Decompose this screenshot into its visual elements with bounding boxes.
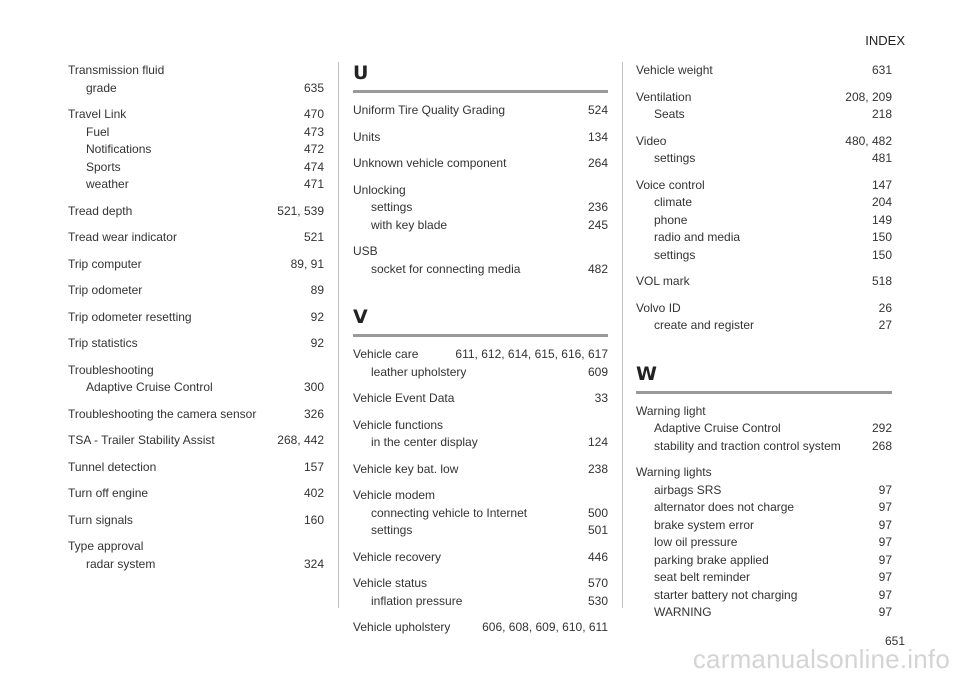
index-main-row <box>353 417 608 435</box>
index-sub-row <box>353 434 608 452</box>
index-entry <box>353 129 608 147</box>
page-reference: 292 <box>871 421 892 435</box>
page-header: INDEX <box>865 33 905 48</box>
page-reference: 268, 442 <box>277 433 324 447</box>
index-entry <box>636 273 892 291</box>
letter-heading-rule <box>353 334 608 337</box>
index-term: stability and traction control system <box>654 438 841 453</box>
index-entry <box>353 575 608 610</box>
index-entry <box>68 62 324 97</box>
index-main-row <box>636 133 892 151</box>
index-term: Type approval <box>68 539 144 553</box>
index-term: leather upholstery <box>371 364 467 379</box>
index-entry <box>68 229 324 247</box>
index-main-row <box>68 485 324 503</box>
page-reference: 92 <box>310 336 324 350</box>
page-reference: 97 <box>878 517 892 532</box>
index-term: Unlocking <box>353 182 406 197</box>
index-main-row <box>68 538 324 556</box>
index-sub-row <box>636 317 892 335</box>
page-reference: 26 <box>878 300 892 315</box>
page-reference: 218 <box>871 107 892 121</box>
index-sub-row <box>636 604 892 622</box>
page-reference: 245 <box>587 217 608 232</box>
index-sub-row <box>636 482 892 500</box>
index-term: USB <box>353 244 378 258</box>
index-entry <box>353 243 608 278</box>
index-entry <box>68 106 324 194</box>
index-main-row <box>68 229 324 247</box>
index-term: Turn off engine <box>68 486 149 500</box>
index-main-row <box>68 106 324 124</box>
index-entry <box>636 403 892 456</box>
index-entry <box>68 459 324 477</box>
page-reference: 472 <box>303 142 324 156</box>
index-term: Uniform Tire Quality Grading <box>353 103 506 117</box>
index-main-row <box>353 102 608 120</box>
index-main-row <box>353 155 608 173</box>
page-reference: 97 <box>878 482 892 497</box>
index-main-row <box>68 203 324 221</box>
index-term: Vehicle functions <box>353 417 444 432</box>
index-sub-row <box>636 438 892 456</box>
index-entry <box>636 177 892 265</box>
index-term: grade <box>86 80 117 95</box>
page-reference: 481 <box>871 151 892 165</box>
index-entry <box>68 335 324 353</box>
index-entry <box>636 62 892 80</box>
index-term: radar system <box>86 556 156 571</box>
page-reference: 33 <box>594 391 608 405</box>
index-sub-row <box>353 505 608 523</box>
index-sub-row <box>68 159 324 177</box>
page-reference: 524 <box>587 103 608 117</box>
index-term: Trip statistics <box>68 336 138 350</box>
index-term: Tunnel detection <box>68 459 157 474</box>
index-entry <box>636 133 892 168</box>
index-term: inflation pressure <box>371 593 463 608</box>
index-sub-row <box>636 587 892 605</box>
page-reference: 500 <box>587 505 608 520</box>
index-main-row <box>353 619 608 637</box>
page-reference: 157 <box>303 459 324 474</box>
page-reference: 326 <box>303 406 324 421</box>
index-term: Video <box>636 133 667 148</box>
index-term: phone <box>654 212 688 227</box>
index-term: Vehicle weight <box>636 63 713 77</box>
page-reference: 97 <box>878 535 892 549</box>
index-entry <box>353 461 608 479</box>
page-reference: 268 <box>871 438 892 453</box>
index-entry <box>68 362 324 397</box>
index-term: Seats <box>654 107 685 121</box>
index-entry <box>636 300 892 335</box>
page-number: 651 <box>884 634 905 648</box>
index-column-3 <box>636 62 892 619</box>
index-term: brake system error <box>654 517 755 532</box>
letter-heading <box>353 62 608 93</box>
index-term: Vehicle status <box>353 576 428 590</box>
page-reference: 150 <box>871 247 892 262</box>
page-reference: 236 <box>587 200 608 214</box>
page-reference: 92 <box>310 309 324 324</box>
index-column-1 <box>68 62 324 608</box>
index-sub-row <box>68 176 324 194</box>
index-term: Notifications <box>86 142 152 156</box>
letter-heading-text: U <box>353 62 369 84</box>
page-reference: 89, 91 <box>290 256 324 271</box>
index-main-row <box>353 182 608 200</box>
index-sub-row <box>636 517 892 535</box>
index-term: Vehicle modem <box>353 488 436 502</box>
index-term: low oil pressure <box>654 535 738 549</box>
index-term: Sports <box>86 159 121 174</box>
letter-heading <box>636 363 892 394</box>
index-term: alternator does not charge <box>654 500 795 514</box>
index-term: Adaptive Cruise Control <box>86 380 213 394</box>
page-reference: 606, 608, 609, 610, 611 <box>482 620 608 634</box>
index-term: Vehicle recovery <box>353 549 442 564</box>
index-sub-row <box>636 569 892 587</box>
index-term: socket for connecting media <box>371 261 521 276</box>
index-main-row <box>353 487 608 505</box>
index-sub-row <box>636 194 892 212</box>
index-main-row <box>636 464 892 482</box>
page-reference: 521, 539 <box>277 203 324 218</box>
index-term: parking brake applied <box>654 552 769 567</box>
index-entry <box>636 464 892 622</box>
index-term: Trip computer <box>68 256 142 271</box>
page-reference: 264 <box>587 156 608 170</box>
index-sub-row <box>636 229 892 247</box>
index-column-2 <box>353 62 608 634</box>
index-sub-row <box>68 141 324 159</box>
index-sub-row <box>353 261 608 279</box>
index-term: starter battery not charging <box>654 587 798 602</box>
index-entry <box>68 406 324 424</box>
page-reference: 97 <box>878 552 892 567</box>
page-reference: 521 <box>303 230 324 244</box>
page-reference: 480, 482 <box>845 133 892 148</box>
index-term: WARNING <box>654 605 712 619</box>
index-term: Vehicle key bat. low <box>353 461 459 476</box>
page-reference: 609 <box>587 364 608 379</box>
index-term: Volvo ID <box>636 300 681 315</box>
index-sub-row <box>636 212 892 230</box>
index-main-row <box>353 346 608 364</box>
page-reference: 470 <box>303 107 324 121</box>
column-divider <box>338 62 339 608</box>
index-main-row <box>353 549 608 567</box>
page-reference: 147 <box>871 177 892 192</box>
index-entry <box>353 155 608 173</box>
index-entry <box>353 487 608 540</box>
page-reference: 134 <box>587 129 608 144</box>
index-sub-row <box>353 364 608 382</box>
index-entry <box>353 102 608 120</box>
index-term: Voice control <box>636 177 705 192</box>
index-entry <box>68 432 324 450</box>
index-term: settings <box>654 151 696 165</box>
page-reference: 124 <box>587 435 608 449</box>
index-term: create and register <box>654 318 755 332</box>
index-main-row <box>353 243 608 261</box>
index-term: Vehicle upholstery <box>353 620 451 634</box>
page-reference: 471 <box>303 177 324 191</box>
index-term: Warning light <box>636 403 706 418</box>
letter-heading-text: V <box>353 306 368 328</box>
index-term: VOL mark <box>636 274 690 288</box>
index-main-row <box>68 62 324 80</box>
index-entry <box>353 549 608 567</box>
index-term: Fuel <box>86 124 110 139</box>
page-reference: 482 <box>587 261 608 276</box>
index-main-row <box>68 432 324 450</box>
index-entry <box>68 485 324 503</box>
index-main-row <box>68 256 324 274</box>
page-reference: 97 <box>878 605 892 619</box>
index-term: with key blade <box>371 217 448 232</box>
page-reference: 473 <box>303 124 324 139</box>
index-sub-row <box>636 552 892 570</box>
index-term: Turn signals <box>68 512 133 527</box>
index-entry <box>68 203 324 221</box>
page-reference: 150 <box>871 230 892 244</box>
index-term: in the center display <box>371 435 478 449</box>
index-term: TSA - Trailer Stability Assist <box>68 433 215 447</box>
index-main-row <box>636 403 892 421</box>
page-reference: 208, 209 <box>845 89 892 104</box>
index-main-row <box>353 129 608 147</box>
index-term: Tread wear indicator <box>68 230 177 244</box>
page-reference: 27 <box>878 318 892 332</box>
index-term: Vehicle Event Data <box>353 391 455 405</box>
index-term: Troubleshooting the camera sensor <box>68 406 257 421</box>
index-entry <box>68 538 324 573</box>
page-reference: 446 <box>587 549 608 564</box>
page-reference: 635 <box>303 80 324 95</box>
index-main-row <box>353 575 608 593</box>
index-main-row <box>636 62 892 80</box>
index-term: Units <box>353 129 381 144</box>
page-reference: 324 <box>303 556 324 571</box>
index-main-row <box>636 273 892 291</box>
index-term: Unknown vehicle component <box>353 156 507 170</box>
page-reference: 631 <box>871 63 892 77</box>
index-sub-row <box>636 534 892 552</box>
index-term: Travel Link <box>68 107 127 121</box>
letter-heading-rule <box>353 90 608 93</box>
index-term: seat belt reminder <box>654 570 751 584</box>
page-reference: 149 <box>871 212 892 227</box>
page-reference: 402 <box>303 486 324 500</box>
index-term: Ventilation <box>636 89 692 104</box>
page-reference: 89 <box>310 283 324 297</box>
index-term: Warning lights <box>636 465 712 479</box>
index-sub-row <box>636 150 892 168</box>
page-reference: 474 <box>303 159 324 174</box>
page-reference: 570 <box>587 576 608 590</box>
letter-heading-text: W <box>636 362 657 385</box>
index-term: settings <box>654 247 696 262</box>
index-main-row <box>636 177 892 195</box>
page-reference: 501 <box>587 523 608 537</box>
index-main-row <box>636 89 892 107</box>
index-term: climate <box>654 195 693 209</box>
page-reference: 97 <box>878 570 892 584</box>
index-term: Adaptive Cruise Control <box>654 421 781 435</box>
index-term: Troubleshooting <box>68 362 154 377</box>
index-sub-row <box>68 379 324 397</box>
index-entry <box>353 182 608 235</box>
index-sub-row <box>68 556 324 574</box>
index-term: weather <box>86 177 129 191</box>
index-entry <box>353 346 608 381</box>
index-main-row <box>353 461 608 479</box>
index-main-row <box>68 512 324 530</box>
page-reference: 97 <box>878 500 892 514</box>
index-sub-row <box>353 593 608 611</box>
index-main-row <box>68 362 324 380</box>
index-sub-row <box>636 420 892 438</box>
watermark: carmanualsonline.info <box>692 644 950 674</box>
index-main-row <box>68 459 324 477</box>
index-entry <box>68 309 324 327</box>
index-entry <box>353 417 608 452</box>
page-reference: 518 <box>871 274 892 288</box>
index-term: radio and media <box>654 230 741 244</box>
index-term: Trip odometer resetting <box>68 309 192 324</box>
index-entry <box>353 390 608 408</box>
letter-heading <box>353 306 608 337</box>
index-sub-row <box>353 522 608 540</box>
index-main-row <box>68 309 324 327</box>
index-sub-row <box>353 217 608 235</box>
index-term: settings <box>371 523 413 537</box>
index-entry <box>353 619 608 637</box>
index-entry <box>636 89 892 124</box>
index-term: connecting vehicle to Internet <box>371 505 528 520</box>
page-reference: 204 <box>871 195 892 209</box>
index-entry <box>68 512 324 530</box>
index-term: Transmission fluid <box>68 63 165 77</box>
page-reference: 300 <box>303 380 324 394</box>
index-entry <box>68 282 324 300</box>
page-reference: 97 <box>878 587 892 602</box>
index-main-row <box>636 300 892 318</box>
index-term: Tread depth <box>68 203 133 218</box>
index-entry <box>68 256 324 274</box>
index-sub-row <box>636 499 892 517</box>
index-sub-row <box>68 80 324 98</box>
index-term: airbags SRS <box>654 482 722 497</box>
page-reference: 611, 612, 614, 615, 616, 617 <box>455 347 608 361</box>
index-term: settings <box>371 200 413 214</box>
index-sub-row <box>68 124 324 142</box>
column-divider <box>622 62 623 608</box>
index-main-row <box>68 335 324 353</box>
index-main-row <box>353 390 608 408</box>
index-term: Vehicle care <box>353 347 419 361</box>
letter-heading-rule <box>636 391 892 394</box>
page-reference: 238 <box>587 461 608 476</box>
index-sub-row <box>636 247 892 265</box>
index-sub-row <box>636 106 892 124</box>
page-reference: 530 <box>587 593 608 608</box>
index-main-row <box>68 406 324 424</box>
index-sub-row <box>353 199 608 217</box>
index-term: Trip odometer <box>68 283 143 297</box>
page-reference: 160 <box>303 512 324 527</box>
index-main-row <box>68 282 324 300</box>
